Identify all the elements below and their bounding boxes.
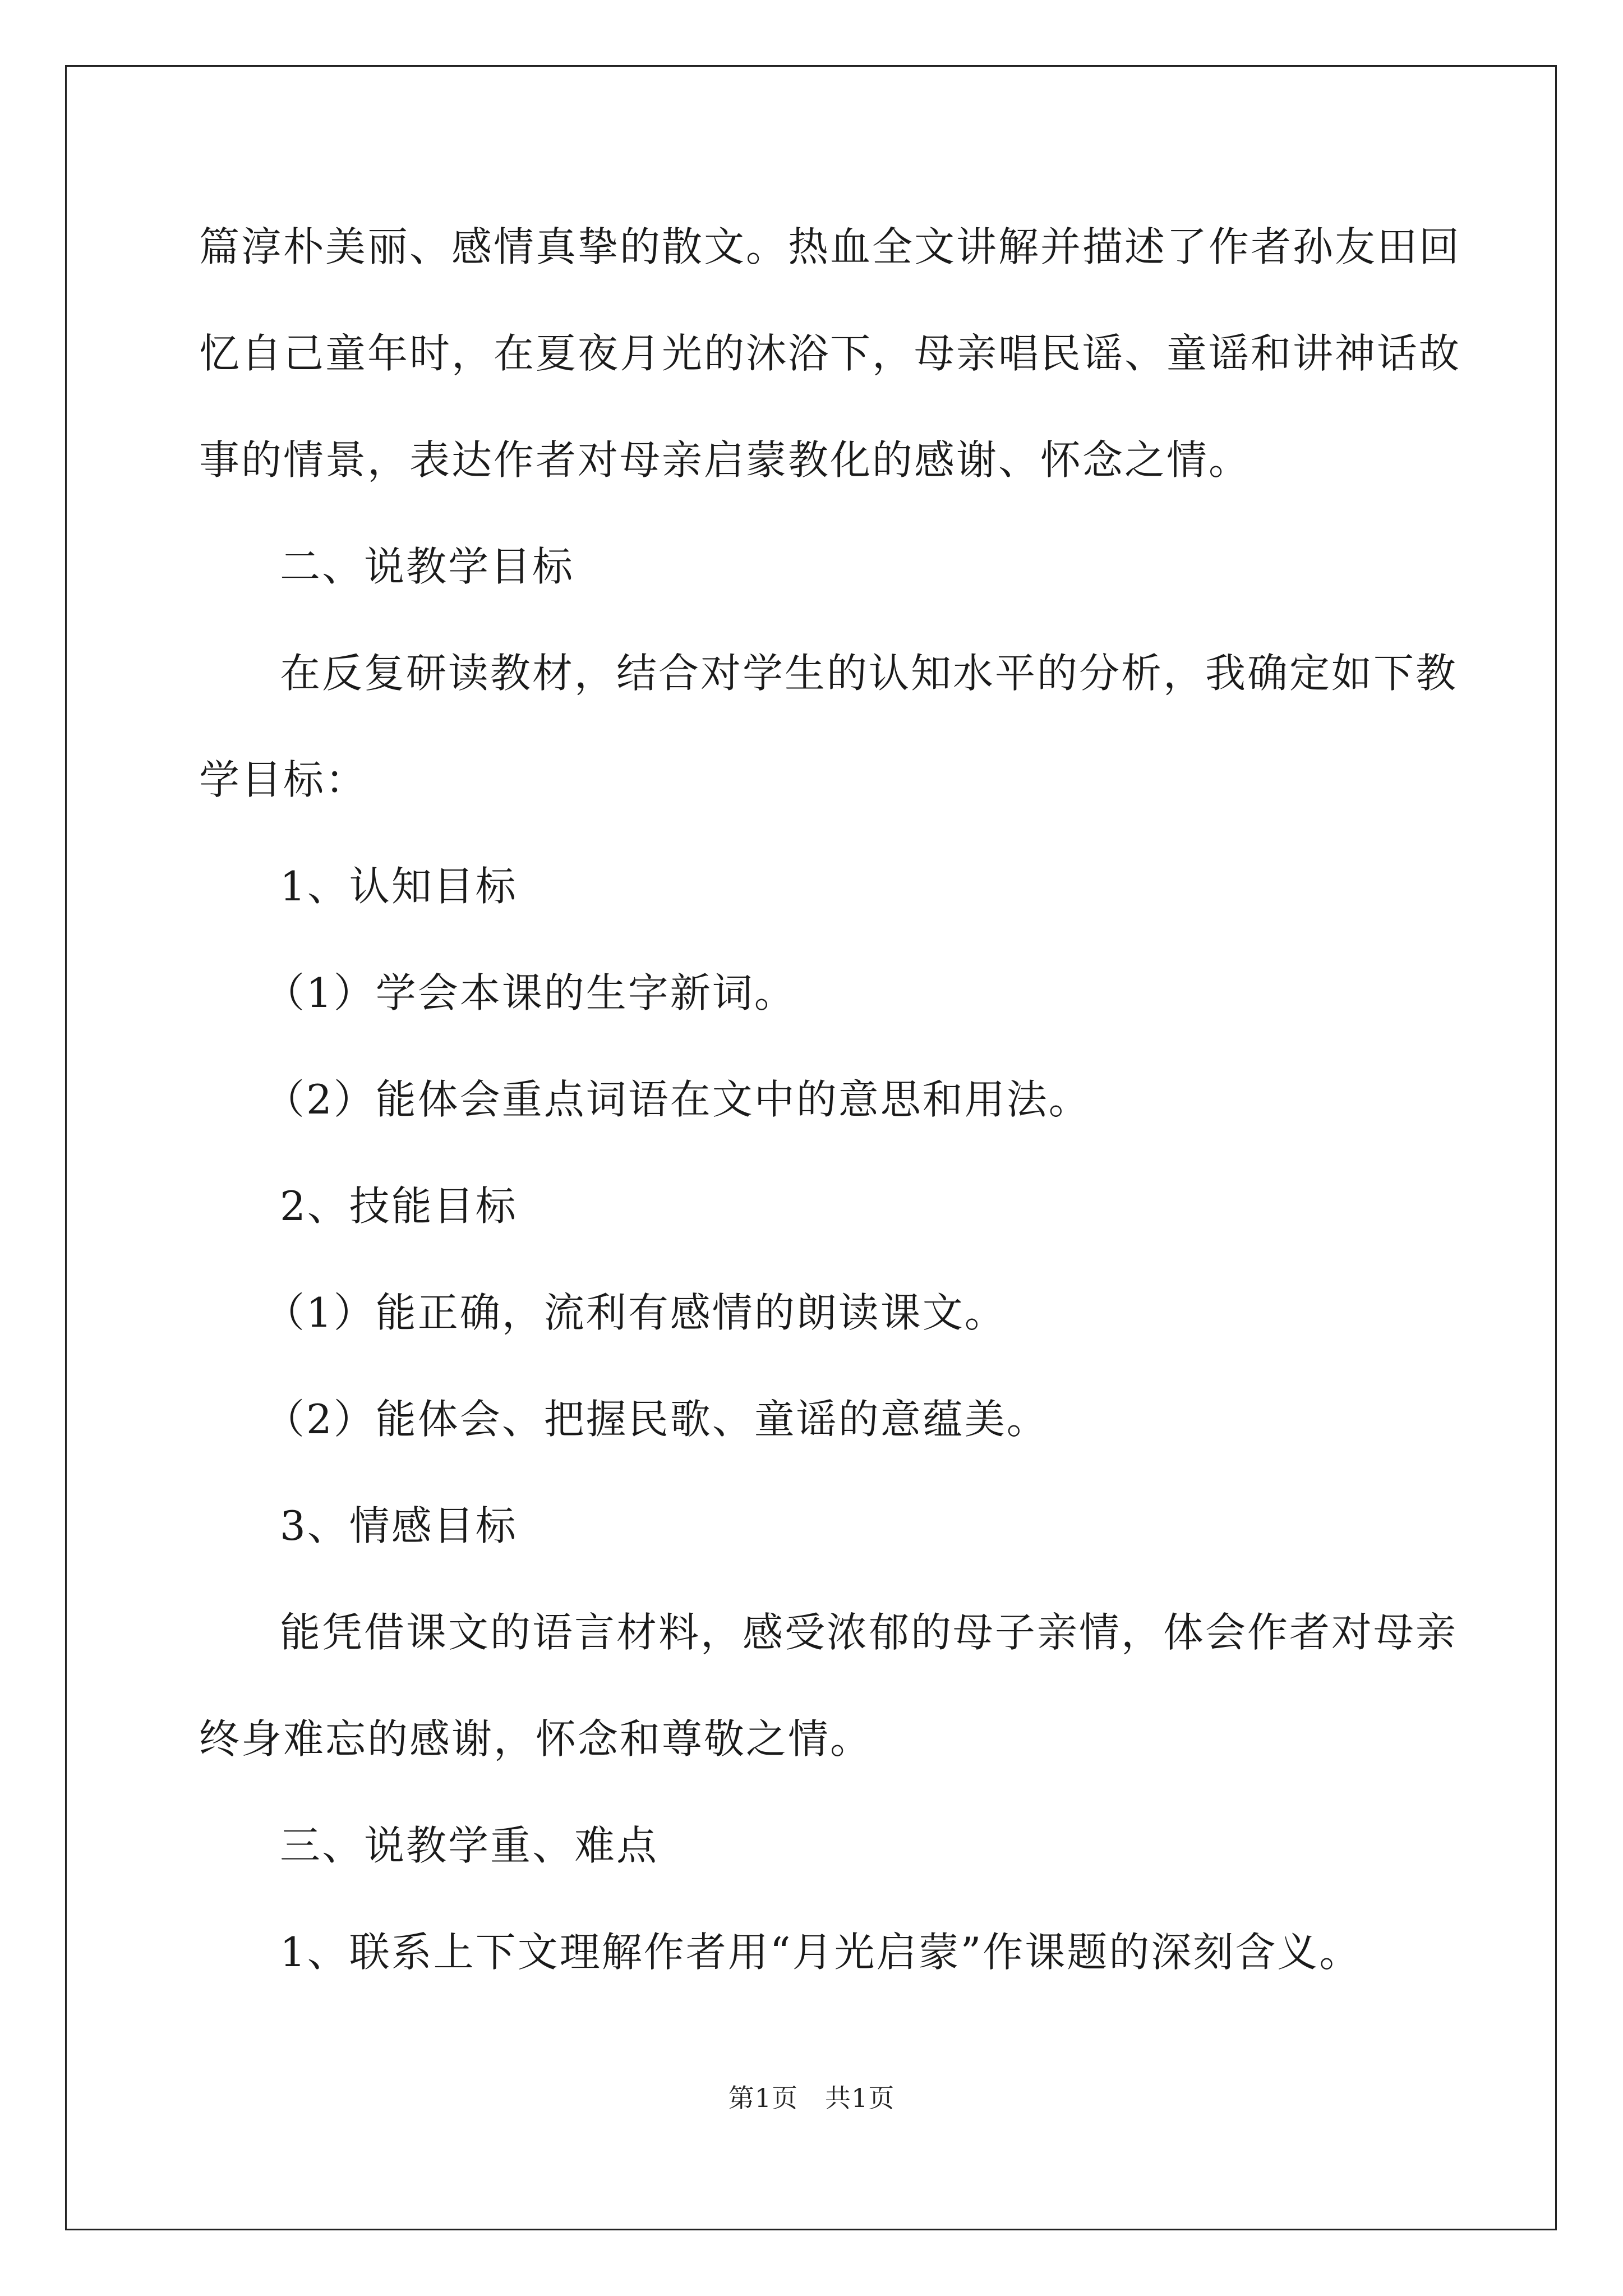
- section-heading-key-points: 三、说教学重、难点: [280, 1822, 659, 1869]
- goal-1-title: 1、认知目标: [280, 863, 518, 910]
- goal-2-item-2: （2）能体会、把握民歌、童谣的意蕴美。: [264, 1396, 1049, 1443]
- paragraph-2-line-2: 学目标：: [199, 756, 368, 803]
- goal-2-title: 2、技能目标: [280, 1182, 518, 1230]
- section-heading-teaching-goals: 二、说教学目标: [280, 543, 575, 590]
- goal-1-item-2: （2）能体会重点词语在文中的意思和用法。: [264, 1076, 1091, 1123]
- page-number: 第1页: [728, 2083, 798, 2113]
- page-total: 共1页: [825, 2083, 895, 2113]
- goal-3-line-2: 终身难忘的感谢，怀念和尊敬之情。: [199, 1715, 873, 1763]
- goal-2-item-1: （1）能正确，流利有感情的朗读课文。: [264, 1289, 1007, 1336]
- page-footer: [0, 2081, 1623, 2115]
- key-point-1: 1、联系上下文理解作者用“月光启蒙”作课题的深刻含义。: [280, 1929, 1362, 1976]
- paragraph-1-line-3: 事的情景，表达作者对母亲启蒙教化的感谢、怀念之情。: [199, 436, 1251, 484]
- paragraph-1-line-1: 篇淳朴美丽、感情真挚的散文。热血全文讲解并描述了作者孙友田回: [199, 223, 1461, 270]
- paragraph-2-line-1: 在反复研读教材，结合对学生的认知水平的分析，我确定如下教: [280, 650, 1458, 697]
- page-border: [65, 65, 1557, 2230]
- paragraph-1-line-2: 忆自己童年时，在夏夜月光的沐浴下，母亲唱民谣、童谣和讲神话故: [199, 330, 1461, 377]
- goal-3-title: 3、情感目标: [280, 1502, 518, 1549]
- goal-1-item-1: （1）学会本课的生字新词。: [264, 969, 796, 1016]
- goal-3-line-1: 能凭借课文的语言材料，感受浓郁的母子亲情，体会作者对母亲: [280, 1609, 1458, 1656]
